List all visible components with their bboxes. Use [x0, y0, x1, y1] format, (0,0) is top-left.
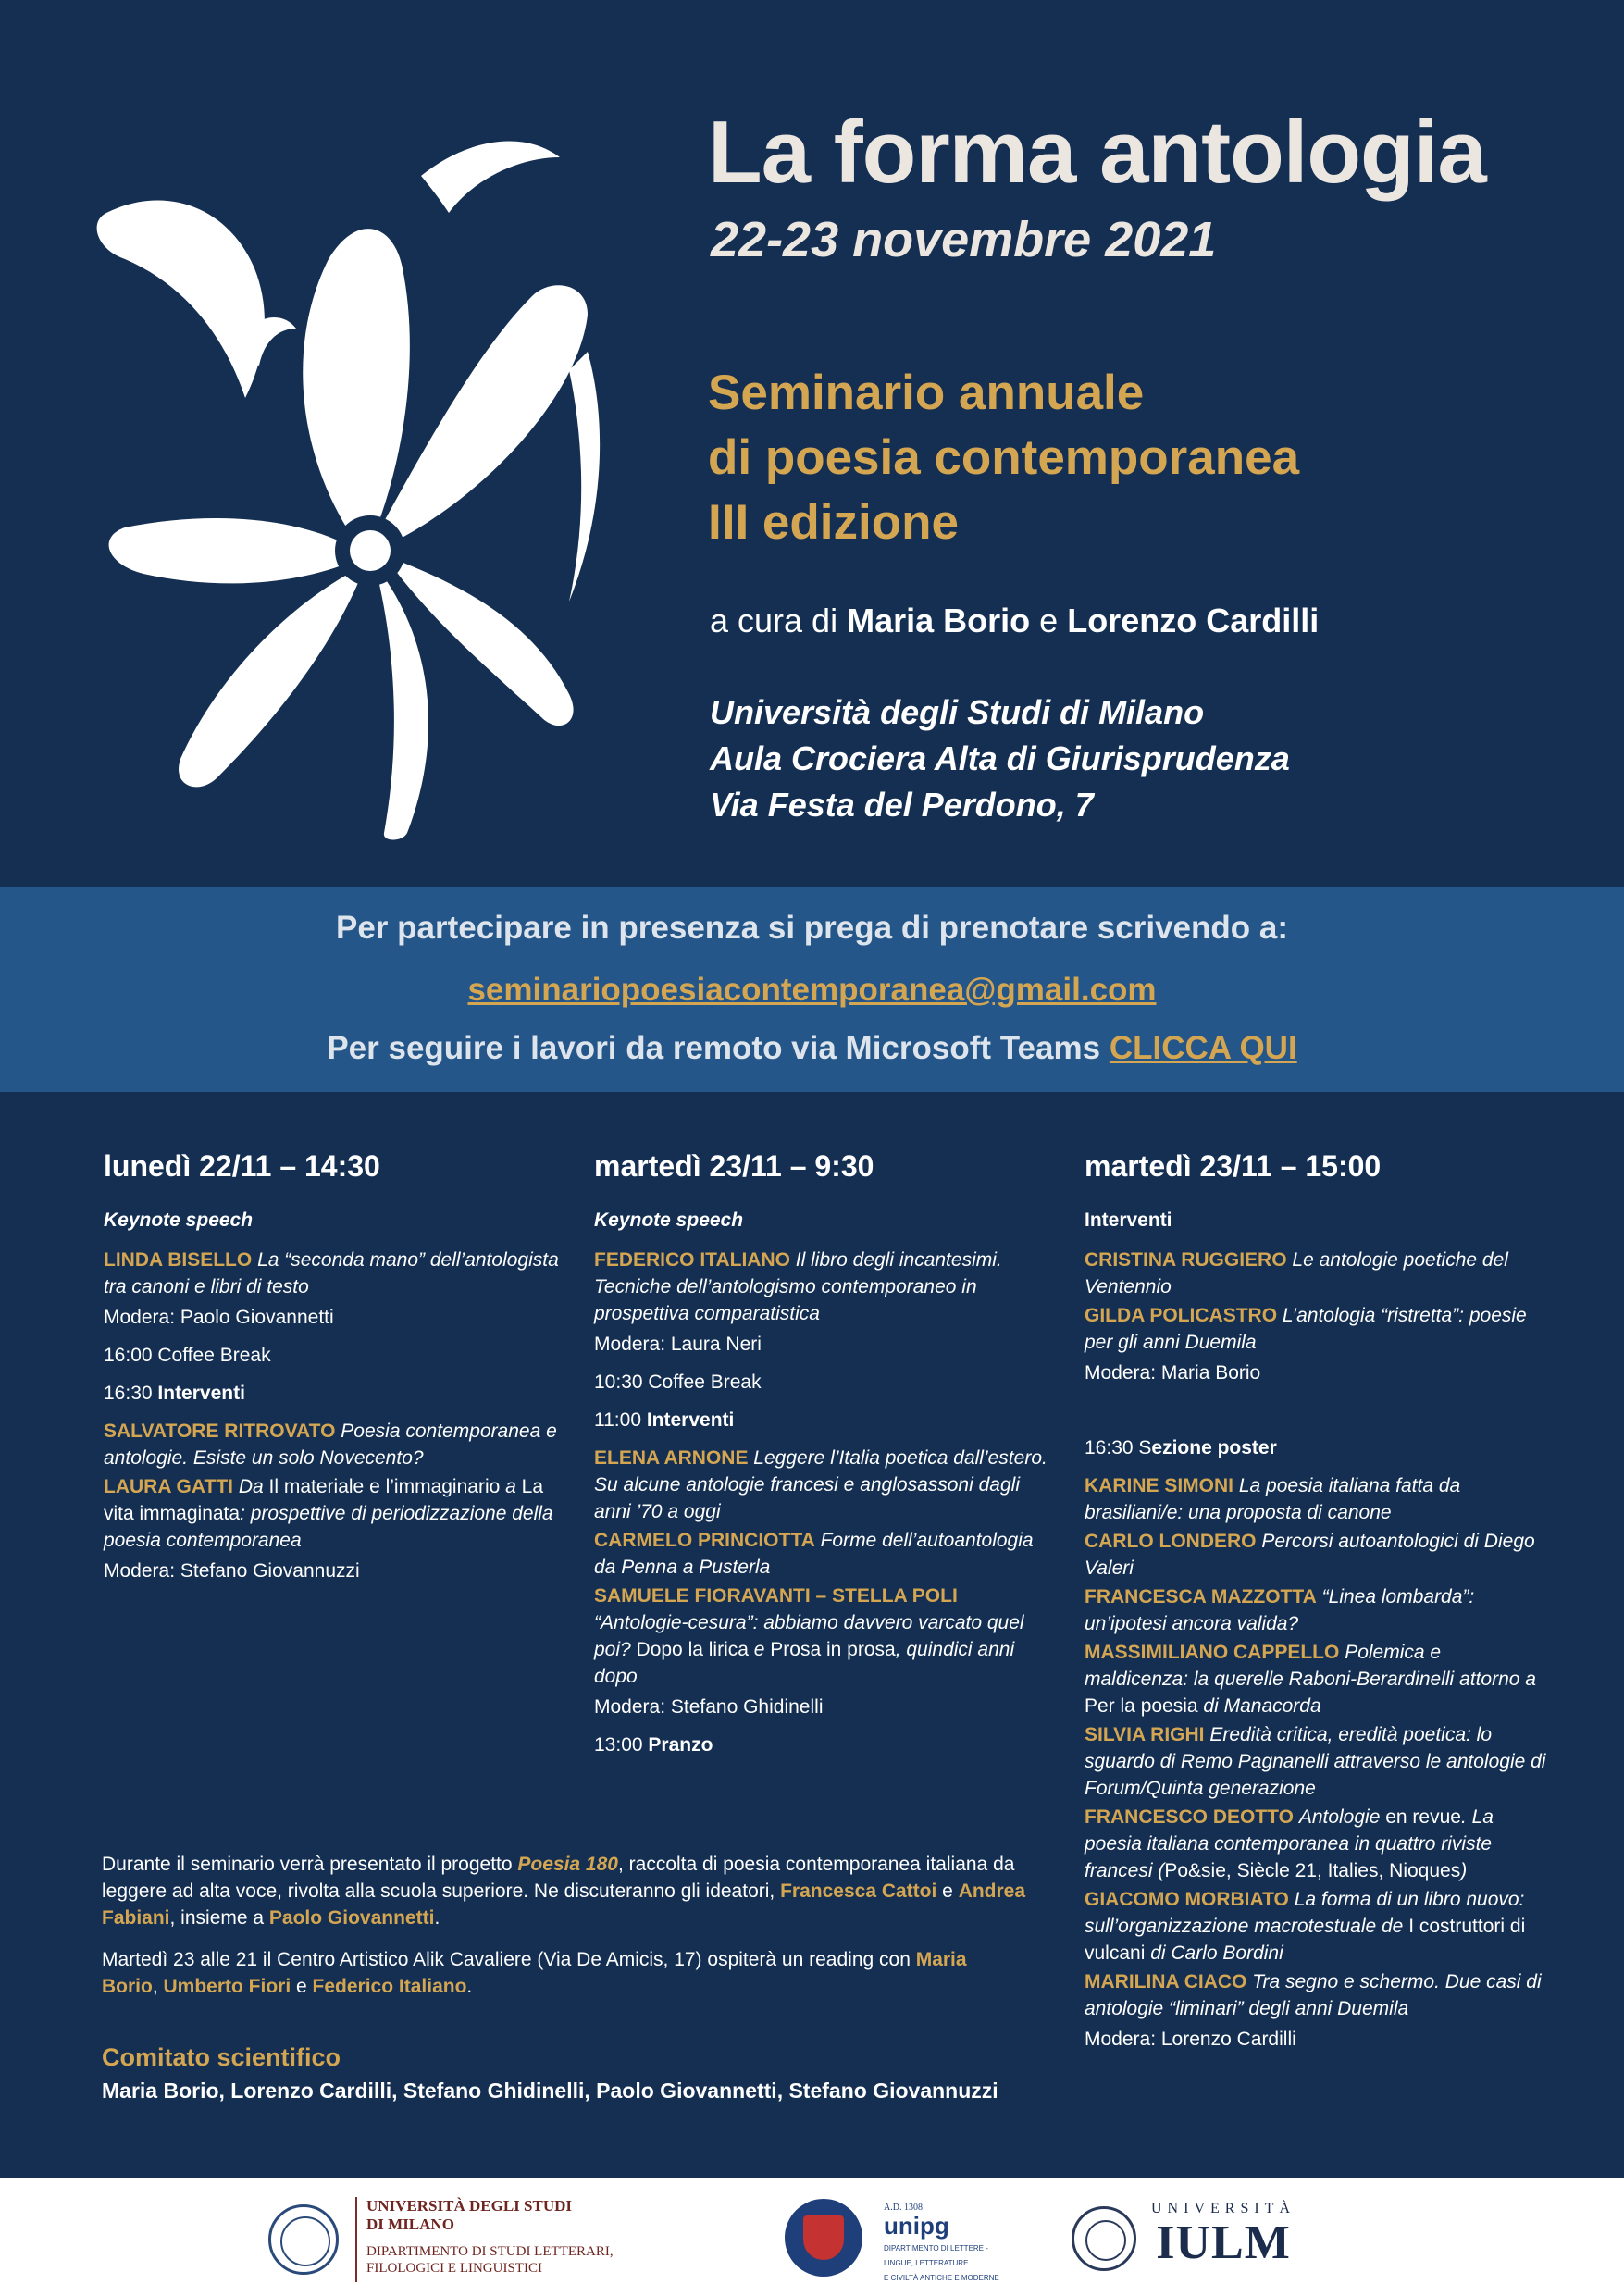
slot-time: 16:30	[104, 1383, 153, 1404]
footer-logos	[0, 2178, 1624, 2296]
talk-title-part: La forma di un libro nuovo: sull’organizzazione macrotestuale de	[1085, 1889, 1525, 1937]
speaker-name: GIACOMO MORBIATO	[1085, 1889, 1289, 1910]
curators-line	[710, 602, 1319, 640]
seminar-line: di poesia contemporanea	[708, 430, 1300, 485]
speaker-separator: –	[810, 1585, 833, 1607]
note-text: Durante il seminario verrà presentato il progetto	[102, 1854, 518, 1875]
talk-title-part: Da	[238, 1476, 264, 1497]
iulm-seal-logo	[1072, 2206, 1136, 2271]
note-text: Martedì 23 alle 21 il Centro Artistico Alik Cavaliere (Via De Amicis, 17) ospiterà un reading con	[102, 1949, 916, 1970]
talk-title-part: en revue	[1380, 1806, 1461, 1828]
note-text: , insieme a	[169, 1907, 269, 1929]
moderator: Modera: Laura Neri	[594, 1334, 762, 1355]
speaker-name: KARINE SIMONI	[1085, 1475, 1234, 1496]
note-text: .	[466, 1976, 473, 1997]
talk-item	[1085, 1472, 1547, 1526]
program-day-2-morning	[594, 1148, 1057, 1769]
logo-text-line: LINGUE, LETTERATURE	[884, 2259, 969, 2267]
slot-time: 16:30 S	[1085, 1437, 1152, 1458]
talk-title: La poesia italiana fatta da brasiliani/e: una proposta di canone	[1085, 1475, 1461, 1523]
slot-label: Interventi	[646, 1409, 735, 1431]
talk-item	[1085, 1302, 1547, 1356]
talk-item	[1085, 1886, 1547, 1967]
speaker-name: SALVATORE RITROVATO	[104, 1421, 336, 1442]
committee-members: Maria Borio, Lorenzo Cardilli, Stefano Ghidinelli, Paolo Giovannetti, Stefano Giovannuzzi	[102, 2079, 998, 2103]
booking-instructions: Per partecipare in presenza si prega di prenotare scrivendo a:	[336, 910, 1288, 946]
logo-text-line: A.D. 1308	[884, 2203, 923, 2213]
speaker-name: FRANCESCO DEOTTO	[1085, 1806, 1294, 1828]
logo-text-line: IULM	[1156, 2216, 1291, 2269]
speaker-name: GILDA POLICASTRO	[1085, 1305, 1278, 1326]
talk-title-part: Il materiale e l’immaginario	[268, 1476, 501, 1497]
note-paragraph	[102, 1851, 1027, 1931]
logo-text-line: UNIVERSITÀ	[1151, 2201, 1295, 2216]
slot-label: Interventi	[157, 1383, 245, 1404]
talk-item	[104, 1247, 566, 1300]
talk-item	[1085, 1528, 1547, 1582]
lily-flower-illustration	[88, 120, 643, 842]
person-name: Francesca Cattoi	[780, 1880, 937, 1902]
talk-item	[104, 1473, 566, 1554]
day-heading: martedì 23/11 – 15:00	[1085, 1149, 1382, 1183]
session-kind: Keynote speech	[594, 1210, 744, 1231]
talk-item	[594, 1445, 1057, 1525]
talk-title-part: Per la poesia	[1085, 1695, 1204, 1717]
talk-title: Percorsi autoantologici di Diego Valeri	[1085, 1531, 1535, 1579]
talk-item	[594, 1247, 1057, 1327]
moderator: Modera: Stefano Ghidinelli	[594, 1696, 824, 1718]
logo-text-line: UNIVERSITÀ DEGLI STUDI	[366, 2197, 573, 2215]
talk-title: Il libro degli incantesimi. Tecniche dell’antologismo contemporaneo in prospettiva comparatistica	[594, 1249, 1002, 1324]
booking-email-link[interactable]: seminariopoesiacontemporanea@gmail.com	[467, 972, 1157, 1008]
venue-line: Aula Crociera Alta di Giurisprudenza	[710, 739, 1290, 777]
program-day-2-afternoon	[1085, 1148, 1547, 2064]
logo-text-line: DIPARTIMENTO DI STUDI LETTERARI,	[366, 2244, 614, 2259]
speaker-name: MASSIMILIANO CAPPELLO	[1085, 1642, 1340, 1663]
talk-title-part: di Carlo Bordini	[1150, 1942, 1283, 1964]
iulm-logo-text	[1151, 2201, 1295, 2269]
person-name: Paolo Giovannetti	[268, 1907, 435, 1929]
talk-title-part: , quindici anni dopo	[594, 1639, 1015, 1687]
talk-title: Eredità critica, eredità poetica: lo sguardo di Remo Pagnanelli attraverso le antologie di Forum/Quinta generazione	[1085, 1724, 1546, 1799]
seminar-line: III edizione	[708, 495, 959, 550]
teams-link[interactable]: CLICCA QUI	[1109, 1030, 1297, 1066]
moderator: Modera: Paolo Giovannetti	[104, 1307, 334, 1328]
talk-item	[594, 1582, 1057, 1690]
speaker-name: LINDA BISELLO	[104, 1249, 253, 1271]
person-name: Umberto Fiori	[163, 1976, 291, 1997]
slot-label: ezione poster	[1151, 1437, 1277, 1458]
unimi-seal-logo	[268, 2204, 339, 2275]
lunch-slot	[594, 1731, 1057, 1758]
speaker-name: SAMUELE FIORAVANTI	[594, 1585, 811, 1607]
note-text: .	[434, 1907, 440, 1929]
coffee-break: 10:30 Coffee Break	[594, 1371, 762, 1393]
talk-title: L’antologia “ristretta”: poesie per gli anni Duemila	[1085, 1305, 1527, 1353]
talk-item	[1085, 1247, 1547, 1300]
speaker-name: CARMELO PRINCIOTTA	[594, 1530, 815, 1551]
unipg-seal-logo	[785, 2199, 862, 2277]
talk-title: Leggere l’Italia poetica dall’estero. Su alcune antologie francesi e anglosassoni dagli anni ’70 a oggi	[594, 1447, 1048, 1522]
logo-text-line: unipg	[884, 2212, 949, 2240]
talk-title-part: La vita immaginata	[104, 1476, 544, 1524]
session-kind: Interventi	[1085, 1210, 1172, 1231]
venue-line: Università degli Studi di Milano	[710, 693, 1205, 731]
talk-title-part: Po&sie, Siècle 21, Italies, Nioques	[1164, 1860, 1461, 1881]
talk-title-part: Prosa in prosa	[764, 1639, 896, 1660]
remote-attendance-line	[0, 1030, 1624, 1067]
moderator: Modera: Lorenzo Cardilli	[1085, 2029, 1296, 2050]
logo-text-line: DIPARTIMENTO DI LETTERE -	[884, 2244, 988, 2253]
slot-time: 13:00	[594, 1734, 643, 1756]
session-slot	[104, 1380, 566, 1407]
speaker-name: MARILINA CIACO	[1085, 1971, 1247, 1992]
talk-title-part: I costruttori di vulcani	[1085, 1916, 1526, 1964]
project-name: Poesia 180	[517, 1854, 618, 1875]
talk-title-part: Dopo la lirica	[630, 1639, 754, 1660]
note-text: , raccolta di poesia contemporanea italiana da leggere ad alta voce, rivolta alla scuola superiore. Ne discuteranno gli ideatori,	[102, 1854, 1015, 1902]
note-paragraph	[102, 1946, 1027, 2000]
logo-text-line: FILOLOGICI E LINGUISTICI	[366, 2261, 542, 2276]
talk-title-part: Antologie	[1298, 1806, 1381, 1828]
speaker-name: FEDERICO ITALIANO	[594, 1249, 790, 1271]
talk-title-part: . La poesia italiana contemporanea in quattro riviste francesi (	[1085, 1806, 1494, 1881]
page-title: La forma antologia	[708, 103, 1486, 202]
talk-item	[1085, 1721, 1547, 1802]
event-notes	[102, 1851, 1027, 2015]
session-slot	[594, 1407, 1057, 1433]
talk-item	[594, 1527, 1057, 1581]
talk-item	[1085, 1804, 1547, 1884]
talk-title: Le antologie poetiche del Ventennio	[1085, 1249, 1508, 1297]
note-text: e	[936, 1880, 959, 1902]
speaker-name: SILVIA RIGHI	[1085, 1724, 1205, 1745]
curators-prefix: a cura di	[710, 602, 838, 639]
logo-divider	[355, 2197, 357, 2282]
logo-text-line: DI MILANO	[366, 2215, 454, 2233]
slot-time: 11:00	[594, 1409, 641, 1431]
talk-title-part: Polemica e maldicenza: la querelle Raboni-Berardinelli attorno a	[1085, 1642, 1536, 1690]
talk-title-part: a	[505, 1476, 516, 1497]
speaker-name: FRANCESCA MAZZOTTA	[1085, 1586, 1317, 1607]
talk-title-part: “Antologie-cesura”: abbiamo davvero varcato quel poi?	[594, 1612, 1024, 1660]
talk-title: “Linea lombarda”: un’ipotesi ancora valida?	[1085, 1586, 1475, 1634]
coffee-break: 16:00 Coffee Break	[104, 1345, 271, 1366]
session-slot	[1085, 1434, 1547, 1461]
speaker-name: CARLO LONDERO	[1085, 1531, 1257, 1552]
booking-band	[0, 887, 1624, 1092]
speaker-name: ELENA ARNONE	[594, 1447, 749, 1469]
spacer	[1085, 1397, 1547, 1434]
committee-heading: Comitato scientifico	[102, 2043, 341, 2071]
seminar-line: Seminario annuale	[708, 366, 1145, 420]
note-text: e	[291, 1976, 313, 1997]
note-text: ,	[152, 1976, 164, 1997]
talk-title-part: e	[753, 1639, 765, 1660]
session-kind: Keynote speech	[104, 1210, 254, 1231]
talk-title: Tra segno e schermo. Due casi di antologie “liminari” degli anni Duemila	[1085, 1971, 1542, 2019]
talk-title: Forme dell’autoantologia da Penna a Pusterla	[594, 1530, 1034, 1578]
day-heading: lunedì 22/11 – 14:30	[104, 1149, 380, 1183]
person-name: Maria Borio	[102, 1949, 967, 1997]
speaker-name: LAURA GATTI	[104, 1476, 233, 1497]
event-dates: 22-23 novembre 2021	[711, 212, 1217, 267]
slot-label: Pranzo	[648, 1734, 713, 1756]
talk-item	[1085, 1583, 1547, 1637]
moderator: Modera: Stefano Giovannuzzi	[104, 1560, 360, 1582]
venue	[710, 689, 1290, 828]
seminar-subtitle	[708, 361, 1299, 555]
moderator: Modera: Maria Borio	[1085, 1362, 1261, 1384]
talk-item	[104, 1418, 566, 1471]
talk-title-part: di Manacorda	[1203, 1695, 1321, 1717]
speaker-name: CRISTINA RUGGIERO	[1085, 1249, 1287, 1271]
talk-title: Poesia contemporanea e antologie. Esiste un solo Novecento?	[104, 1421, 557, 1469]
talk-title: La “seconda mano” dell’antologista tra canoni e libri di testo	[104, 1249, 559, 1297]
curator-name: Lorenzo Cardilli	[1067, 602, 1320, 639]
program-day-1	[104, 1148, 566, 1595]
talk-title-part: : prospettive di periodizzazione della poesia contemporanea	[104, 1503, 553, 1551]
talk-title-part: )	[1460, 1860, 1468, 1881]
curator-name: Maria Borio	[847, 602, 1031, 639]
person-name: Federico Italiano	[312, 1976, 467, 1997]
remote-attendance-text: Per seguire i lavori da remoto via Microsoft Teams	[327, 1030, 1101, 1066]
talk-item	[1085, 1968, 1547, 2022]
speaker-name: STELLA POLI	[832, 1585, 958, 1607]
unipg-logo-text	[884, 2203, 999, 2283]
logo-text-line: E CIVILTÀ ANTICHE E MODERNE	[884, 2274, 999, 2282]
talk-item	[1085, 1639, 1547, 1719]
person-name: Andrea Fabiani	[102, 1880, 1026, 1929]
curators-and: e	[1039, 602, 1059, 639]
day-heading: martedì 23/11 – 9:30	[594, 1149, 874, 1183]
unimi-logo-text	[366, 2197, 614, 2277]
venue-line: Via Festa del Perdono, 7	[710, 786, 1094, 824]
